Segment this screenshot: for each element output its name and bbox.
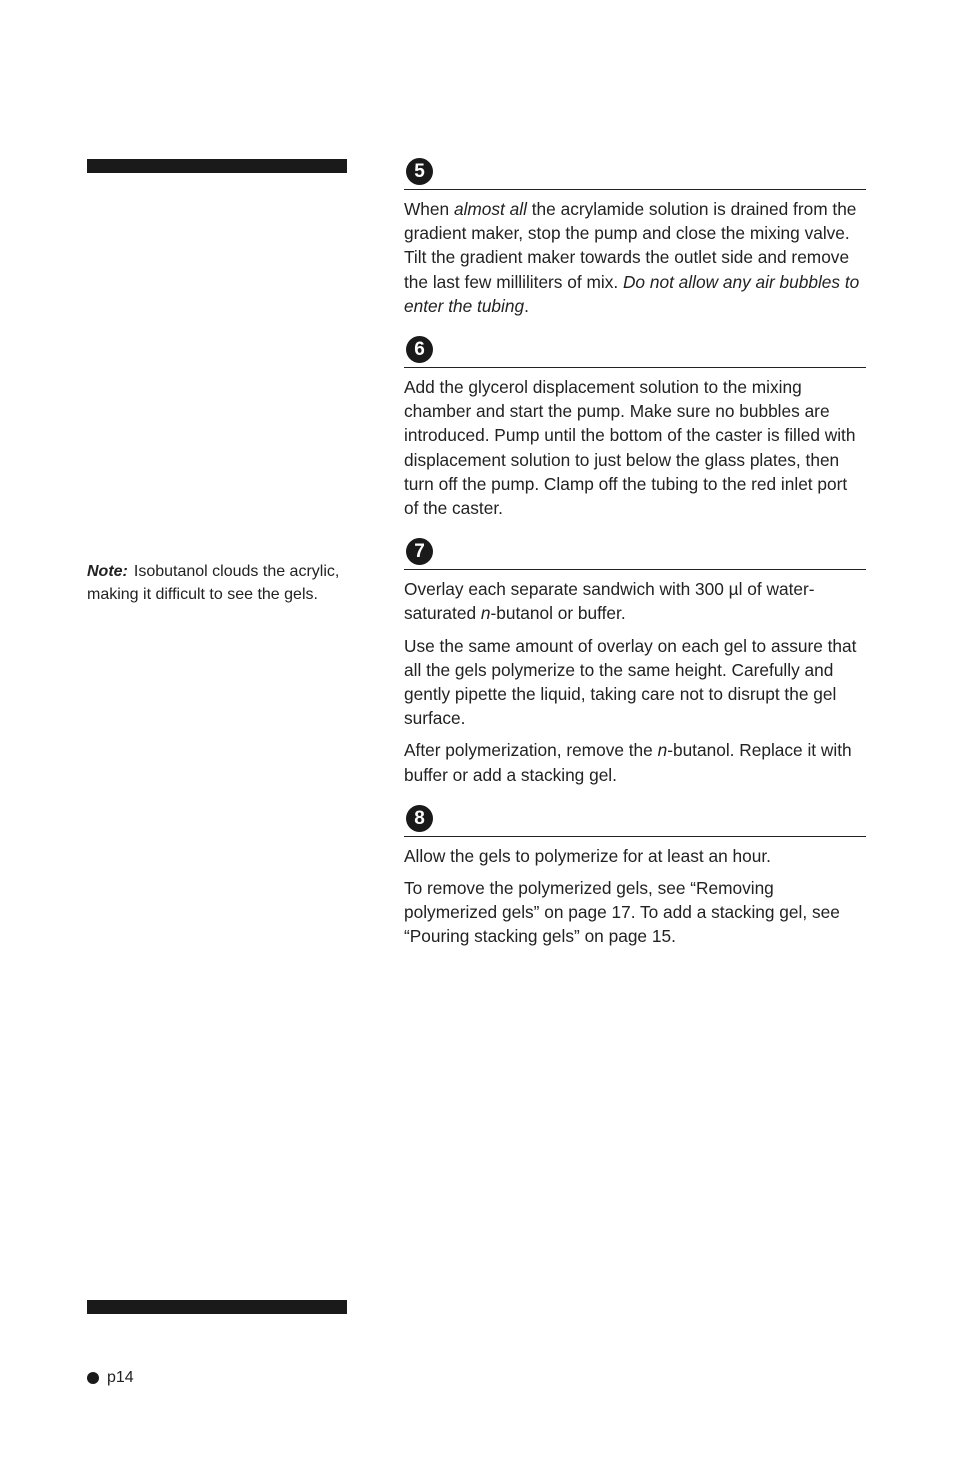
step-5-header: [404, 154, 866, 190]
bullet-dot-icon: [87, 1372, 99, 1384]
step-number-badge: 8: [406, 805, 433, 832]
note-text: Isobutanol clouds the acrylic, making it difficult to see the gels.: [87, 563, 340, 603]
step-7-paragraph-3: [404, 738, 866, 786]
text-run: -butanol. Replace it with buffer or add a stacking gel.: [404, 740, 852, 785]
step-7: [404, 534, 866, 787]
bottom-rule-bar: [87, 1300, 347, 1314]
page-footer: [87, 1368, 134, 1388]
step-7-paragraph-1: [404, 577, 866, 625]
step-number-badge: 6: [406, 336, 433, 363]
text-run: -butanol or buffer.: [490, 603, 626, 624]
emphasis-text: Do not allow any air bubbles to enter the tubing: [404, 271, 860, 316]
step-5-paragraph: [404, 197, 866, 318]
step-8: [404, 801, 866, 949]
emphasis-text: almost all: [453, 199, 527, 219]
side-note: [87, 560, 352, 606]
step-8-paragraph-2: To remove the polymerized gels, see “Removing polymerized gels” on page 17. To add a stacking gel, see “Pouring stacking gels” on page 15.: [404, 878, 840, 947]
step-6-header: [404, 332, 866, 368]
step-7-header: [404, 534, 866, 570]
text-run: After polymerization, remove the: [404, 740, 658, 761]
note-label: Note:: [87, 563, 128, 580]
text-run: .: [524, 295, 529, 316]
main-content: [404, 154, 866, 963]
emphasis-text: n: [480, 603, 491, 624]
step-8-paragraph-1: Allow the gels to polymerize for at least an hour.: [404, 845, 771, 866]
step-number-badge: 7: [406, 538, 433, 565]
top-rule-bar: [87, 159, 347, 173]
text-run: Overlay each separate sandwich with 300 µl of water-saturated: [404, 579, 815, 624]
step-6: [404, 332, 866, 520]
text-run: the acrylamide solution is drained from the gradient maker, stop the pump and close the mixing valve. Tilt the gradient maker towards the outlet side and remove the last few milliliters of mix.: [404, 199, 857, 292]
step-6-paragraph: Add the glycerol displacement solution to the mixing chamber and start the pump. Make sure no bubbles are introduced. Pump until the bottom of the caster is filled with displacement solution to just below the glass plates, then turn off the pump. Clamp off the tubing to the red inlet port of the caster.: [404, 377, 856, 519]
emphasis-text: n: [657, 740, 668, 761]
step-8-header: [404, 801, 866, 837]
page-number: p14: [107, 1369, 134, 1386]
step-number-badge: 5: [406, 158, 433, 185]
step-7-paragraph-2: Use the same amount of overlay on each gel to assure that all the gels polymerize to the same height. Carefully and gently pipette the liquid, taking care not to disrupt the gel surface.: [404, 635, 857, 729]
step-5: [404, 154, 866, 318]
text-run: When: [404, 199, 454, 219]
